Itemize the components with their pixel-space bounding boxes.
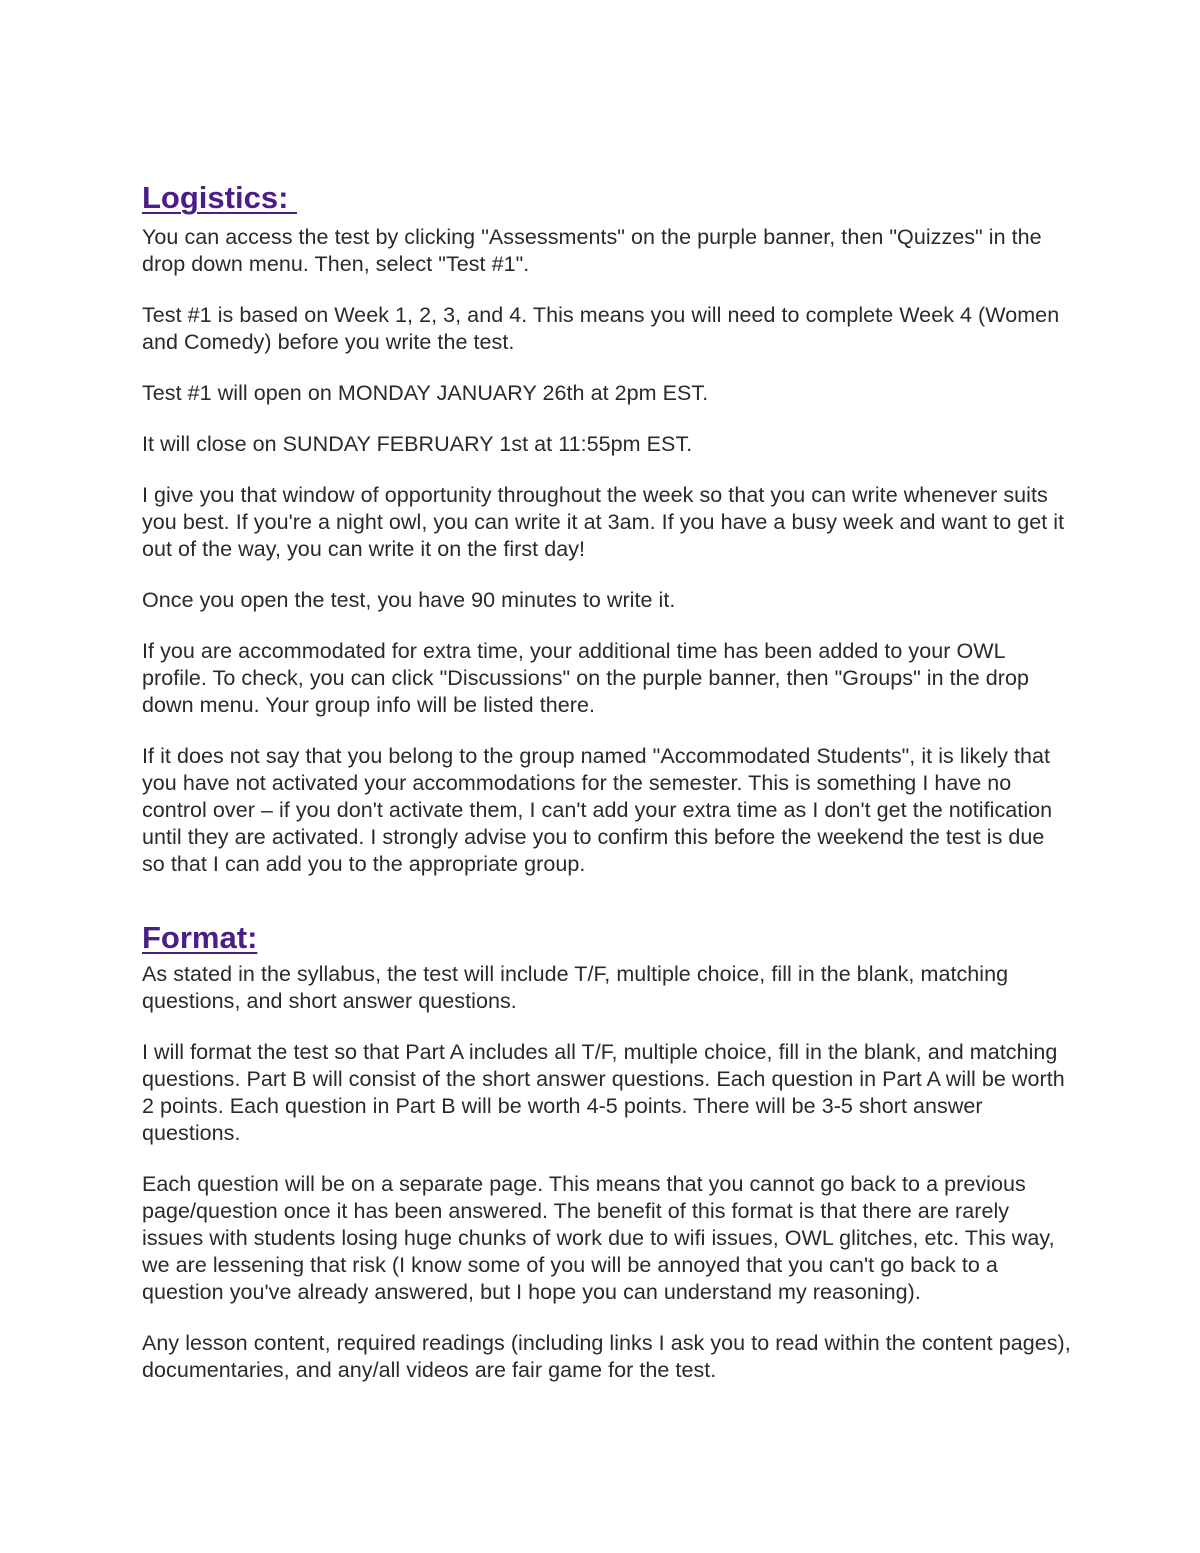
logistics-section bbox=[142, 178, 1072, 878]
format-paragraph-fair-game: Any lesson content, required readings (including links I ask you to read within the content pages), documentaries, and any/all videos are fair game for the test. bbox=[142, 1331, 1071, 1382]
logistics-paragraph-accommodation: If you are accommodated for extra time, your additional time has been added to your OWL profile. To check, you can click "Discussions" on the purple banner, then "Groups" in the drop down menu. Your group info will be listed there. bbox=[142, 639, 1029, 717]
logistics-paragraph-access: You can access the test by clicking "Assessments" on the purple banner, then "Quizzes" in the drop down menu. Then, select "Test #1". bbox=[142, 225, 1042, 276]
format-section bbox=[142, 918, 1072, 1384]
format-heading: Format: bbox=[142, 920, 258, 955]
logistics-paragraph-group-check: If it does not say that you belong to the group named "Accommodated Students", it is likely that you have not activated your accommodations for the semester. This is something I have no control over – if you don't activate them, I can't add your extra time as I don't get the notification until they are activated. I strongly advise you to confirm this before the weekend the test is due so that I can add you to the appropriate group. bbox=[142, 744, 1053, 876]
logistics-paragraph-open-date: Test #1 will open on MONDAY JANUARY 26th at 2pm EST. bbox=[142, 381, 709, 405]
format-paragraph-separate-pages: Each question will be on a separate page. This means that you cannot go back to a previous page/question once it has been answered. The benefit of this format is that there are rarely issues with students losing huge chunks of work due to wifi issues, OWL glitches, etc. This way, we are lessening that risk (I know some of you will be annoyed that you can't go back to a question you've already answered, but I hope you can understand my reasoning). bbox=[142, 1172, 1055, 1304]
logistics-paragraph-duration: Once you open the test, you have 90 minutes to write it. bbox=[142, 588, 676, 612]
document-page bbox=[142, 178, 1072, 1384]
logistics-heading: Logistics: bbox=[142, 180, 298, 215]
format-paragraph-parts: I will format the test so that Part A includes all T/F, multiple choice, fill in the blank, and matching questions. Part B will consist of the short answer questions. Each question in Part A will be worth 2 points. Each question in Part B will be worth 4-5 points. There will be 3-5 short answer questions. bbox=[142, 1040, 1065, 1145]
format-paragraph-question-types: As stated in the syllabus, the test will include T/F, multiple choice, fill in the blank, matching questions, and short answer questions. bbox=[142, 962, 1009, 1013]
logistics-paragraph-weeks: Test #1 is based on Week 1, 2, 3, and 4. This means you will need to complete Week 4 (Women and Comedy) before you write the test. bbox=[142, 303, 1060, 354]
logistics-paragraph-window: I give you that window of opportunity throughout the week so that you can write whenever suits you best. If you're a night owl, you can write it at 3am. If you have a busy week and want to get it out of the way, you can write it on the first day! bbox=[142, 483, 1065, 561]
logistics-paragraph-close-date: It will close on SUNDAY FEBRUARY 1st at 11:55pm EST. bbox=[142, 432, 693, 456]
